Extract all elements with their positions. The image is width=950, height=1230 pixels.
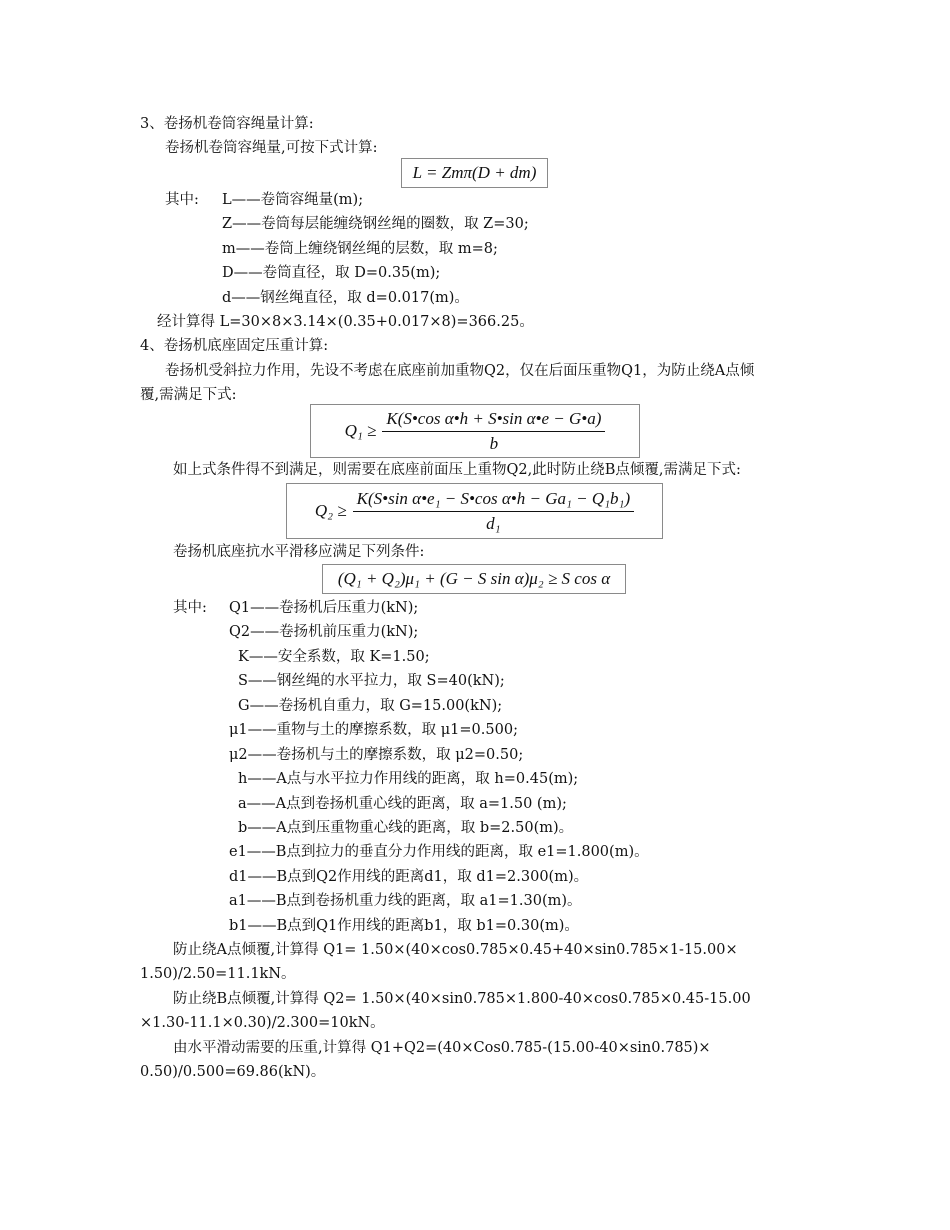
def-b1: b1——B点到Q1作用线的距离b1，取 b1=0.30(m)。: [229, 918, 579, 934]
def-d: d——钢丝绳直径，取 d=0.017(m)。: [222, 290, 469, 306]
section-4-where-label: 其中:: [173, 600, 207, 616]
overturn-a-formula: [310, 404, 640, 458]
def-Z: Z——卷筒每层能缠绕钢丝绳的圈数，取 Z=30;: [222, 216, 529, 232]
def-mu1: μ1——重物与土的摩擦系数，取 μ1=0.500;: [229, 722, 518, 738]
def-m: m——卷筒上缠绕钢丝绳的层数，取 m=8;: [222, 241, 498, 257]
section-3-result: 经计算得 L=30×8×3.14×(0.35+0.017×8)=366.25。: [157, 314, 534, 330]
section-4-heading: 4、卷扬机底座固定压重计算:: [140, 338, 329, 354]
def-Q2: Q2——卷扬机前压重力(kN);: [229, 624, 419, 640]
formula1-numerator: K(S•cos α•h + S•sin α•e − G•a): [382, 409, 605, 432]
def-K: K——安全系数，取 K=1.50;: [238, 649, 430, 665]
formula1-denominator: b: [489, 433, 499, 453]
section-4-para2: 如上式条件得不到满足，则需要在底座前面压上重物Q2,此时防止绕B点倾覆,需满足下式:: [173, 462, 741, 478]
def-b: b——A点到压重物重心线的距离，取 b=2.50(m)。: [238, 820, 574, 836]
def-G: G——卷扬机自重力，取 G=15.00(kN);: [238, 698, 503, 714]
section-3-intro: 卷扬机卷筒容绳量,可按下式计算:: [165, 140, 378, 156]
def-L: L——卷筒容绳量(m);: [222, 192, 364, 208]
calc-c-line1: 由水平滑动需要的压重,计算得 Q1+Q2=(40×Cos0.785-(15.00-40×sin0.785)×: [173, 1040, 711, 1056]
def-D: D——卷筒直径，取 D=0.35(m);: [222, 265, 441, 281]
formula2-numerator: K(S•sin α•e₁ − S•cos α•h − Ga₁ − Q₁b₁): [353, 489, 634, 512]
formula1-fraction: [382, 409, 605, 454]
formula1-lhs: Q₁ ≥: [344, 420, 377, 440]
drum-capacity-formula: L = Zmπ(D + dm): [401, 158, 548, 188]
section-4-para1-line1: 卷扬机受斜拉力作用，先设不考虑在底座前加重物Q2，仅在后面压重物Q1，为防止绕A点倾: [165, 363, 755, 379]
section-4-para1-line2: 覆,需满足下式:: [140, 387, 237, 403]
sliding-formula: (Q₁ + Q₂)μ₁ + (G − S sin α)μ₂ ≥ S cos α: [322, 564, 626, 594]
def-d1: d1——B点到Q2作用线的距离d1，取 d1=2.300(m)。: [229, 869, 589, 885]
def-a: a——A点到卷扬机重心线的距离，取 a=1.50 (m);: [238, 796, 567, 812]
calc-a-line2: 1.50)/2.50=11.1kN。: [140, 966, 296, 982]
def-e1: e1——B点到拉力的垂直分力作用线的距离，取 e1=1.800(m)。: [229, 844, 649, 860]
formula2-lhs: Q₂ ≥: [314, 500, 347, 520]
calc-a-line1: 防止绕A点倾覆,计算得 Q1= 1.50×(40×cos0.785×0.45+40×sin0.785×1-15.00×: [173, 942, 738, 958]
section-3-where-label: 其中:: [165, 192, 199, 208]
def-S: S——钢丝绳的水平拉力，取 S=40(kN);: [238, 673, 505, 689]
calc-c-line2: 0.50)/0.500=69.86(kN)。: [140, 1064, 326, 1080]
formula2-denominator: d₁: [486, 513, 501, 533]
def-Q1: Q1——卷扬机后压重力(kN);: [229, 600, 419, 616]
def-a1: a1——B点到卷扬机重力线的距离，取 a1=1.30(m)。: [229, 893, 582, 909]
formula2-fraction: [353, 489, 634, 534]
calc-b-line2: ×1.30-11.1×0.30)/2.300=10kN。: [140, 1015, 385, 1031]
section-4-para3: 卷扬机底座抗水平滑移应满足下列条件:: [173, 544, 425, 560]
section-3-heading: 3、卷扬机卷筒容绳量计算:: [140, 116, 314, 132]
def-mu2: μ2——卷扬机与土的摩擦系数，取 μ2=0.50;: [229, 747, 524, 763]
def-h: h——A点与水平拉力作用线的距离，取 h=0.45(m);: [238, 771, 579, 787]
overturn-b-formula: [286, 483, 663, 539]
calc-b-line1: 防止绕B点倾覆,计算得 Q2= 1.50×(40×sin0.785×1.800-40×cos0.785×0.45-15.00: [173, 991, 751, 1007]
